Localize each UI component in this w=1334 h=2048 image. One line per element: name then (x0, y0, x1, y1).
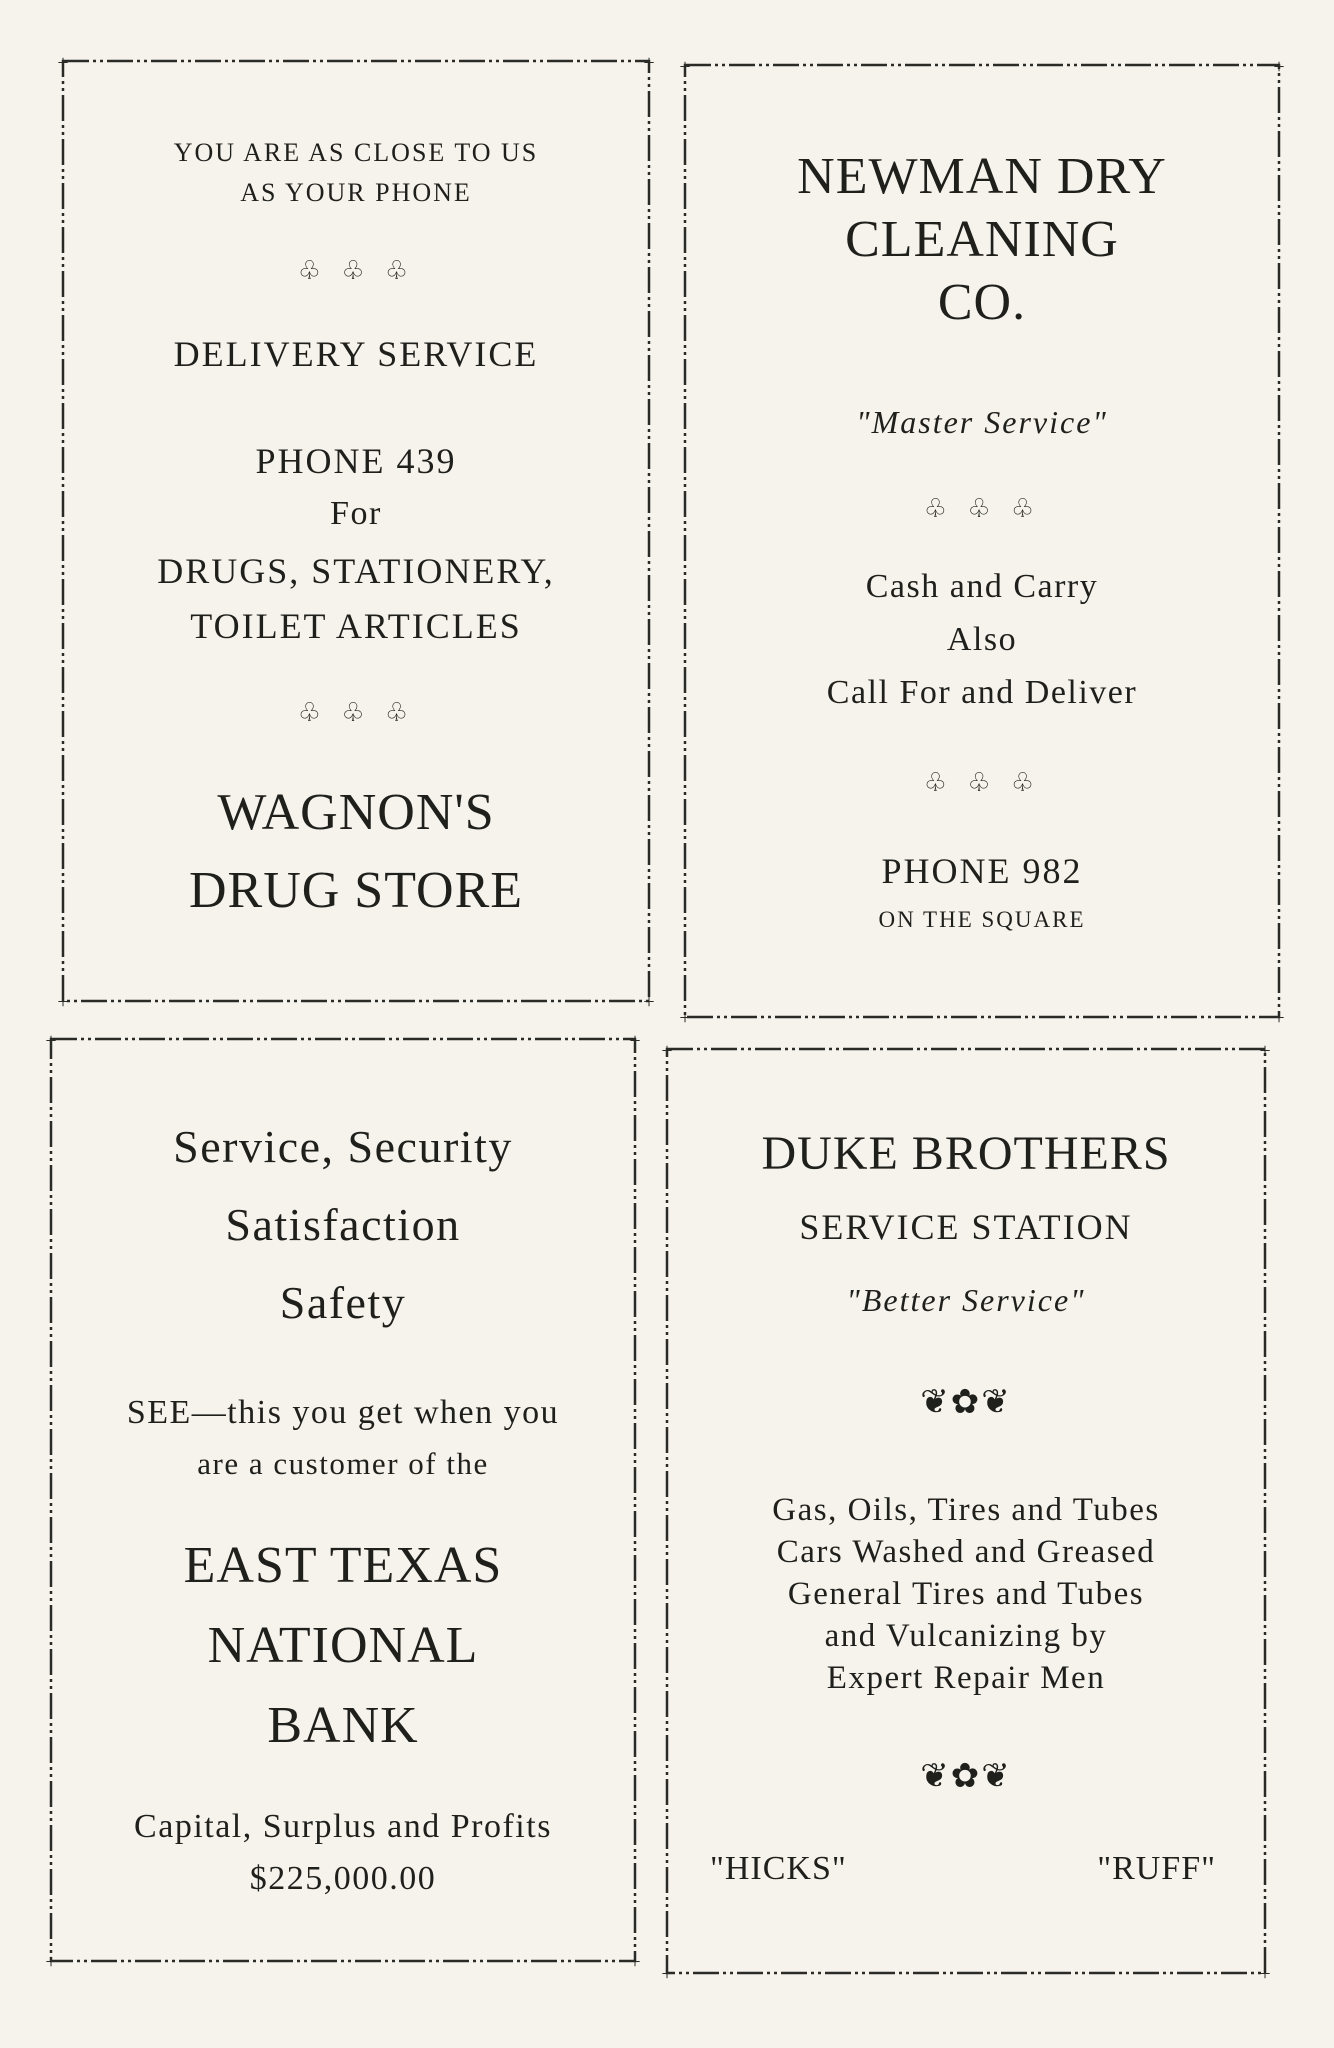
motto-line-1: Service, Security (173, 1121, 513, 1172)
service-line-1: Gas, Oils, Tires and Tubes (772, 1492, 1160, 1528)
station-subtitle: SERVICE STATION (799, 1207, 1133, 1247)
service-line-2: Also (946, 621, 1018, 658)
motto-line-2: Satisfaction (225, 1199, 461, 1250)
service-line-5: Expert Repair Men (826, 1660, 1106, 1696)
ad-wagnon-drug-store (57, 52, 655, 1013)
for-label: For (330, 495, 382, 532)
scroll-ornament-icon: ❦✿❦ (920, 1756, 1012, 1796)
svg-text:+: + (643, 52, 655, 74)
svg-text:+: + (661, 1040, 673, 1062)
clover-ornament-icon: ♧ ♧ ♧ (297, 698, 415, 728)
svg-text:+: + (1259, 1040, 1271, 1062)
phone-number: PHONE 439 (255, 441, 457, 481)
see-line-2: are a customer of the (197, 1446, 489, 1481)
partner-ruff: "RUFF" (1097, 1850, 1216, 1887)
store-name-line-1: WAGNON'S (217, 784, 495, 841)
bank-name-line-3: BANK (267, 1697, 419, 1754)
ad-duke-brothers-service-station (661, 1040, 1271, 1985)
clover-ornament-icon: ♧ ♧ ♧ (297, 256, 415, 286)
svg-text:+: + (57, 991, 69, 1013)
slogan: "Master Service" (856, 404, 1108, 440)
svg-text:+: + (57, 52, 69, 74)
svg-text:+: + (1273, 56, 1285, 78)
svg-text:+: + (661, 1963, 673, 1985)
service-line-1: Cash and Carry (865, 568, 1099, 605)
svg-text:+: + (45, 1030, 57, 1052)
items-line-2: TOILET ARTICLES (190, 606, 522, 646)
tagline-line-2: AS YOUR PHONE (240, 178, 472, 207)
company-name-line-3: CO. (937, 274, 1027, 331)
scroll-ornament-icon: ❦✿❦ (920, 1382, 1012, 1422)
svg-text:+: + (629, 1951, 641, 1973)
tagline-line-1: YOU ARE AS CLOSE TO US (173, 138, 539, 167)
clover-ornament-icon: ♧ ♧ ♧ (923, 768, 1041, 798)
see-line-1: SEE—this you get when you (126, 1394, 560, 1431)
partner-hicks: "HICKS" (710, 1850, 847, 1887)
items-line-1: DRUGS, STATIONERY, (157, 551, 555, 591)
service-line-3: General Tires and Tubes (787, 1576, 1145, 1612)
store-name-line-2: DRUG STORE (188, 862, 524, 919)
capital-label: Capital, Surplus and Profits (134, 1808, 552, 1845)
svg-text:+: + (679, 1007, 691, 1029)
company-name-line-1: NEWMAN DRY (797, 148, 1167, 205)
company-name-line-2: CLEANING (845, 211, 1119, 268)
slogan: "Better Service" (846, 1282, 1086, 1318)
svg-text:+: + (643, 991, 655, 1013)
ad-east-texas-national-bank (45, 1030, 641, 1973)
station-name: DUKE BROTHERS (761, 1127, 1171, 1180)
clover-ornament-icon: ♧ ♧ ♧ (923, 494, 1041, 524)
service-line-4: and Vulcanizing by (824, 1618, 1108, 1654)
bank-name-line-1: EAST TEXAS (183, 1537, 503, 1594)
delivery-service: DELIVERY SERVICE (173, 334, 539, 374)
svg-text:+: + (629, 1030, 641, 1052)
svg-text:+: + (679, 56, 691, 78)
motto-line-3: Safety (279, 1277, 407, 1328)
service-line-3: Call For and Deliver (826, 674, 1138, 711)
ad-newman-dry-cleaning (679, 56, 1285, 1029)
phone-number: PHONE 982 (881, 851, 1083, 891)
bank-name-line-2: NATIONAL (207, 1617, 479, 1674)
svg-text:+: + (1259, 1963, 1271, 1985)
svg-text:+: + (1273, 1007, 1285, 1029)
location: ON THE SQUARE (878, 907, 1086, 932)
svg-text:+: + (45, 1951, 57, 1973)
service-line-2: Cars Washed and Greased (776, 1534, 1156, 1570)
capital-amount: $225,000.00 (249, 1860, 437, 1897)
